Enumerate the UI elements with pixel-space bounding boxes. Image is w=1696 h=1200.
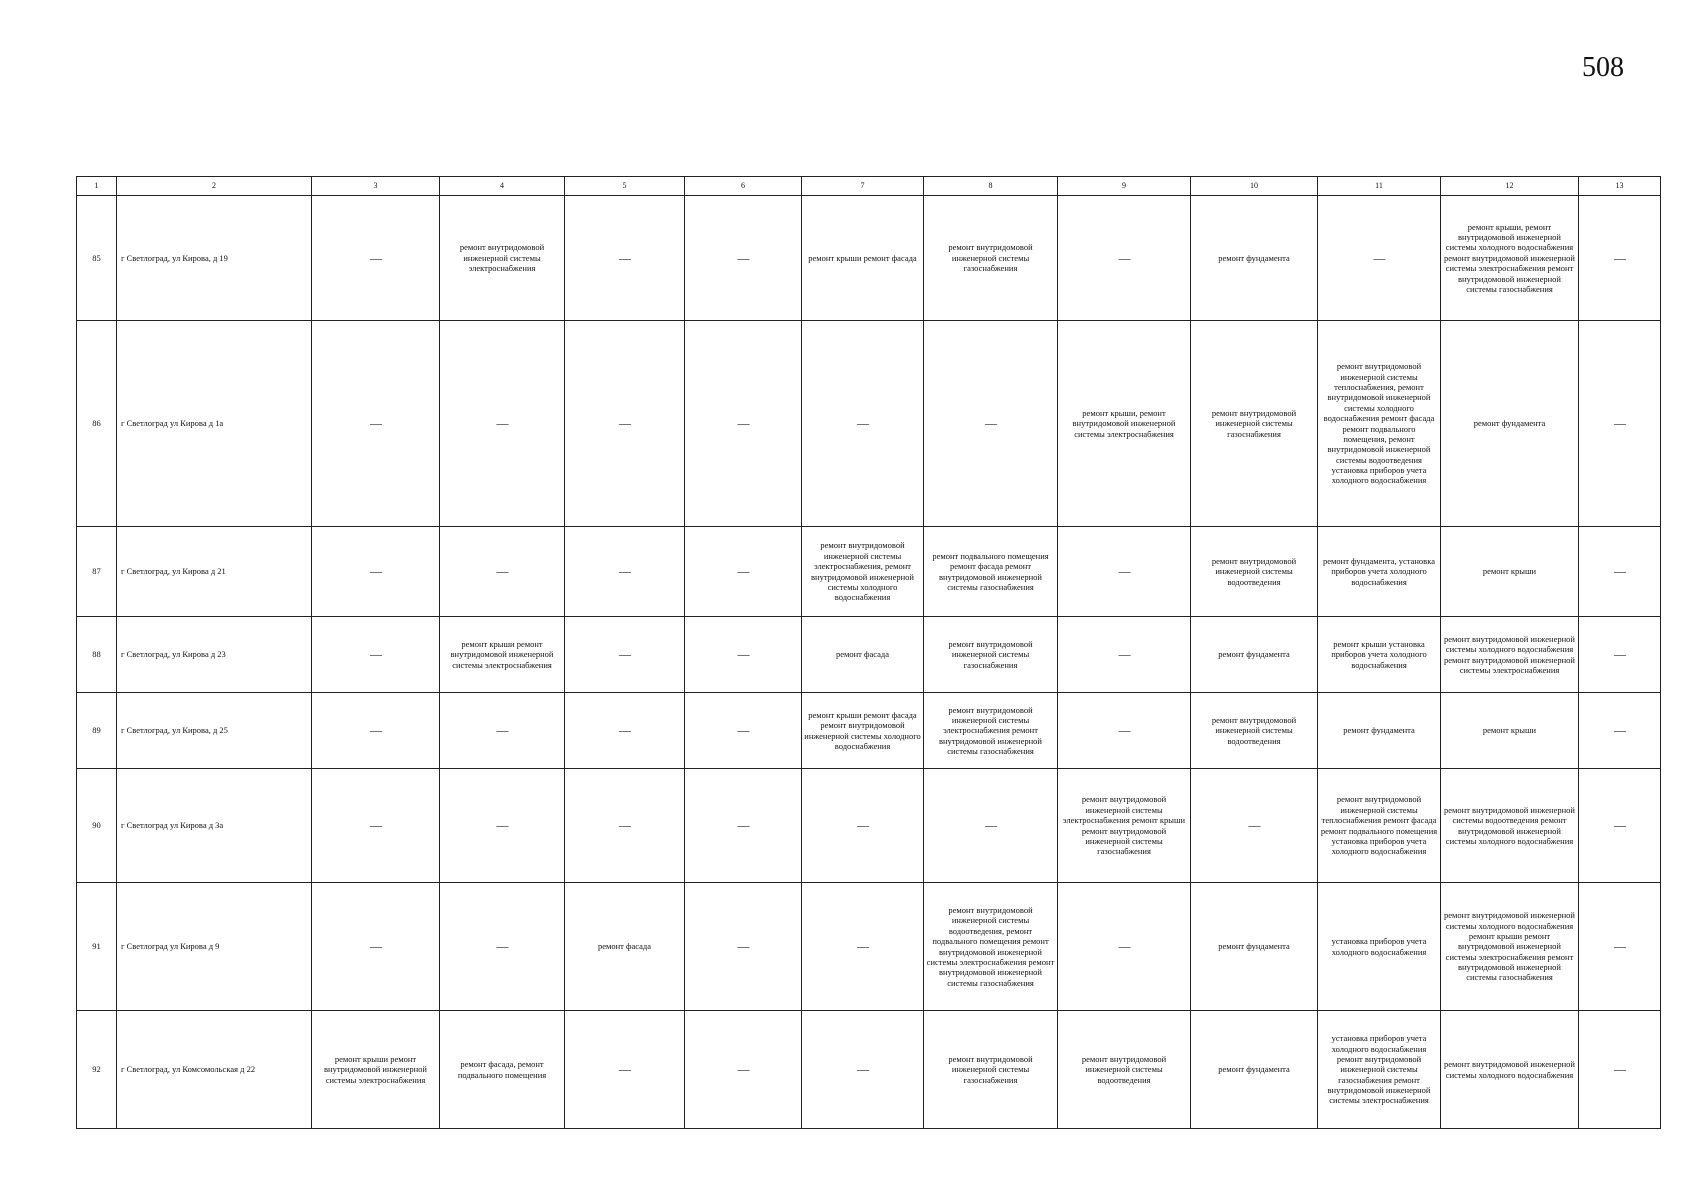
work-type-cell: ремонт внутридомовой инженерной системы водоотведения	[1191, 527, 1318, 617]
work-type-cell: ремонт фундамента	[1441, 321, 1579, 527]
empty-dash-cell: —	[312, 196, 440, 321]
empty-dash-cell: —	[1579, 617, 1661, 693]
empty-dash-cell: —	[924, 769, 1058, 883]
column-number-row	[77, 177, 1661, 196]
work-type-cell: ремонт крыши	[1441, 693, 1579, 769]
work-type-cell: ремонт крыши, ремонт внутридомовой инженерной системы электроснабжения	[1058, 321, 1191, 527]
work-type-cell: ремонт крыши ремонт фасада	[802, 196, 924, 321]
empty-dash-cell: —	[685, 883, 802, 1011]
column-header-3: 3	[312, 177, 440, 196]
work-type-cell: ремонт внутридомовой инженерной системы газоснабжения	[924, 1011, 1058, 1129]
empty-dash-cell: —	[1191, 769, 1318, 883]
work-type-cell: ремонт фундамента	[1318, 693, 1441, 769]
empty-dash-cell: —	[312, 693, 440, 769]
empty-dash-cell: —	[440, 321, 565, 527]
work-type-cell: ремонт внутридомовой инженерной системы холодного водоснабжения ремонт крыши ремонт внутридомовой инженерной системы электроснабжения ремонт внутридомовой инженерной системы газоснабжения	[1441, 883, 1579, 1011]
column-header-9: 9	[1058, 177, 1191, 196]
column-header-10: 10	[1191, 177, 1318, 196]
work-type-cell: ремонт внутридомовой инженерной системы электроснабжения	[440, 196, 565, 321]
table-row	[77, 883, 1661, 1011]
work-type-cell: ремонт фасада	[565, 883, 685, 1011]
column-header-2: 2	[117, 177, 312, 196]
empty-dash-cell: —	[312, 527, 440, 617]
work-type-cell: ремонт внутридомовой инженерной системы газоснабжения	[924, 196, 1058, 321]
table-row	[77, 769, 1661, 883]
column-header-13: 13	[1579, 177, 1661, 196]
row-number-cell: 85	[77, 196, 117, 321]
work-type-cell: ремонт внутридомовой инженерной системы водоотведения, ремонт подвального помещения ремонт внутридомовой инженерной системы электроснабжения ремонт внутридомовой инженерной системы газоснабжения	[924, 883, 1058, 1011]
column-header-8: 8	[924, 177, 1058, 196]
work-type-cell: ремонт внутридомовой инженерной системы теплоснабжения, ремонт внутридомовой инженерной системы холодного водоснабжения ремонт фасада ремонт подвального помещения, ремонт внутридомовой инженерной системы водоотведения установка приборов учета холодного водоснабжения	[1318, 321, 1441, 527]
work-type-cell: ремонт крыши ремонт внутридомовой инженерной системы электроснабжения	[312, 1011, 440, 1129]
empty-dash-cell: —	[685, 617, 802, 693]
empty-dash-cell: —	[802, 883, 924, 1011]
table-row	[77, 693, 1661, 769]
empty-dash-cell: —	[685, 769, 802, 883]
work-type-cell: установка приборов учета холодного водоснабжения	[1318, 883, 1441, 1011]
row-number-cell: 90	[77, 769, 117, 883]
row-number-cell: 89	[77, 693, 117, 769]
work-type-cell: ремонт фундамента, установка приборов учета холодного водоснабжения	[1318, 527, 1441, 617]
empty-dash-cell: —	[1579, 527, 1661, 617]
address-cell: г Светлоград, ул Кирова, д 25	[117, 693, 312, 769]
empty-dash-cell: —	[685, 196, 802, 321]
empty-dash-cell: —	[924, 321, 1058, 527]
empty-dash-cell: —	[1579, 1011, 1661, 1129]
work-type-cell: ремонт внутридомовой инженерной системы электроснабжения ремонт внутридомовой инженерной системы газоснабжения	[924, 693, 1058, 769]
empty-dash-cell: —	[1058, 196, 1191, 321]
work-type-cell: ремонт внутридомовой инженерной системы водоотведения ремонт внутридомовой инженерной системы холодного водоснабжения	[1441, 769, 1579, 883]
empty-dash-cell: —	[1579, 321, 1661, 527]
column-header-7: 7	[802, 177, 924, 196]
work-type-cell: ремонт фасада, ремонт подвального помещения	[440, 1011, 565, 1129]
empty-dash-cell: —	[565, 1011, 685, 1129]
column-header-5: 5	[565, 177, 685, 196]
empty-dash-cell: —	[440, 527, 565, 617]
empty-dash-cell: —	[685, 693, 802, 769]
work-type-cell: ремонт внутридомовой инженерной системы водоотведения	[1058, 1011, 1191, 1129]
work-type-cell: ремонт внутридомовой инженерной системы газоснабжения	[1191, 321, 1318, 527]
empty-dash-cell: —	[440, 693, 565, 769]
work-type-cell: ремонт внутридомовой инженерной системы теплоснабжения ремонт фасада ремонт подвального помещения установка приборов учета холодного водоснабжения	[1318, 769, 1441, 883]
row-number-cell: 91	[77, 883, 117, 1011]
empty-dash-cell: —	[565, 769, 685, 883]
page-number: 508	[1582, 52, 1624, 83]
empty-dash-cell: —	[685, 1011, 802, 1129]
address-cell: г Светлоград ул Кирова д 1а	[117, 321, 312, 527]
address-cell: г Светлоград ул Кирова д 3а	[117, 769, 312, 883]
work-type-cell: ремонт внутридомовой инженерной системы водоотведения	[1191, 693, 1318, 769]
empty-dash-cell: —	[1058, 693, 1191, 769]
column-header-4: 4	[440, 177, 565, 196]
column-header-1: 1	[77, 177, 117, 196]
empty-dash-cell: —	[565, 527, 685, 617]
table-body	[77, 196, 1661, 1129]
work-type-cell: ремонт крыши ремонт фасада ремонт внутридомовой инженерной системы холодного водоснабжения	[802, 693, 924, 769]
repair-schedule-table	[76, 176, 1661, 1129]
work-type-cell: ремонт фундамента	[1191, 196, 1318, 321]
work-type-cell: ремонт крыши, ремонт внутридомовой инженерной системы холодного водоснабжения ремонт внутридомовой инженерной системы электроснабжения ремонт внутридомовой инженерной системы газоснабжения	[1441, 196, 1579, 321]
row-number-cell: 88	[77, 617, 117, 693]
empty-dash-cell: —	[802, 769, 924, 883]
work-type-cell: ремонт подвального помещения ремонт фасада ремонт внутридомовой инженерной системы газоснабжения	[924, 527, 1058, 617]
column-header-6: 6	[685, 177, 802, 196]
row-number-cell: 86	[77, 321, 117, 527]
work-type-cell: ремонт фундамента	[1191, 1011, 1318, 1129]
address-cell: г Светлоград, ул Кирова д 21	[117, 527, 312, 617]
column-header-11: 11	[1318, 177, 1441, 196]
empty-dash-cell: —	[1579, 196, 1661, 321]
table-row	[77, 1011, 1661, 1129]
empty-dash-cell: —	[1058, 527, 1191, 617]
empty-dash-cell: —	[1058, 883, 1191, 1011]
work-type-cell: ремонт внутридомовой инженерной системы холодного водоснабжения	[1441, 1011, 1579, 1129]
row-number-cell: 92	[77, 1011, 117, 1129]
empty-dash-cell: —	[1579, 883, 1661, 1011]
empty-dash-cell: —	[685, 527, 802, 617]
work-type-cell: установка приборов учета холодного водоснабжения ремонт внутридомовой инженерной системы газоснабжения ремонт внутридомовой инженерной системы электроснабжения	[1318, 1011, 1441, 1129]
table-row	[77, 196, 1661, 321]
work-type-cell: ремонт крыши установка приборов учета холодного водоснабжения	[1318, 617, 1441, 693]
empty-dash-cell: —	[440, 769, 565, 883]
address-cell: г Светлоград, ул Комсомольская д 22	[117, 1011, 312, 1129]
empty-dash-cell: —	[440, 883, 565, 1011]
table-row	[77, 321, 1661, 527]
empty-dash-cell: —	[1579, 693, 1661, 769]
empty-dash-cell: —	[802, 1011, 924, 1129]
empty-dash-cell: —	[565, 321, 685, 527]
work-type-cell: ремонт крыши	[1441, 527, 1579, 617]
address-cell: г Светлоград, ул Кирова, д 19	[117, 196, 312, 321]
empty-dash-cell: —	[312, 617, 440, 693]
table-row	[77, 527, 1661, 617]
work-type-cell: ремонт фасада	[802, 617, 924, 693]
work-type-cell: ремонт внутридомовой инженерной системы электроснабжения, ремонт внутридомовой инженерной системы холодного водоснабжения	[802, 527, 924, 617]
repair-schedule-table-container	[76, 176, 1660, 1129]
empty-dash-cell: —	[565, 617, 685, 693]
work-type-cell: ремонт фундамента	[1191, 883, 1318, 1011]
row-number-cell: 87	[77, 527, 117, 617]
work-type-cell: ремонт фундамента	[1191, 617, 1318, 693]
empty-dash-cell: —	[1058, 617, 1191, 693]
empty-dash-cell: —	[565, 196, 685, 321]
empty-dash-cell: —	[802, 321, 924, 527]
empty-dash-cell: —	[1579, 769, 1661, 883]
table-row	[77, 617, 1661, 693]
column-header-12: 12	[1441, 177, 1579, 196]
work-type-cell: ремонт внутридомовой инженерной системы газоснабжения	[924, 617, 1058, 693]
work-type-cell: ремонт внутридомовой инженерной системы электроснабжения ремонт крыши ремонт внутридомовой инженерной системы газоснабжения	[1058, 769, 1191, 883]
work-type-cell: ремонт крыши ремонт внутридомовой инженерной системы электроснабжения	[440, 617, 565, 693]
empty-dash-cell: —	[312, 883, 440, 1011]
empty-dash-cell: —	[312, 769, 440, 883]
empty-dash-cell: —	[1318, 196, 1441, 321]
empty-dash-cell: —	[312, 321, 440, 527]
work-type-cell: ремонт внутридомовой инженерной системы холодного водоснабжения ремонт внутридомовой инженерной системы электроснабжения	[1441, 617, 1579, 693]
address-cell: г Светлоград ул Кирова д 9	[117, 883, 312, 1011]
empty-dash-cell: —	[685, 321, 802, 527]
address-cell: г Светлоград, ул Кирова д 23	[117, 617, 312, 693]
empty-dash-cell: —	[565, 693, 685, 769]
